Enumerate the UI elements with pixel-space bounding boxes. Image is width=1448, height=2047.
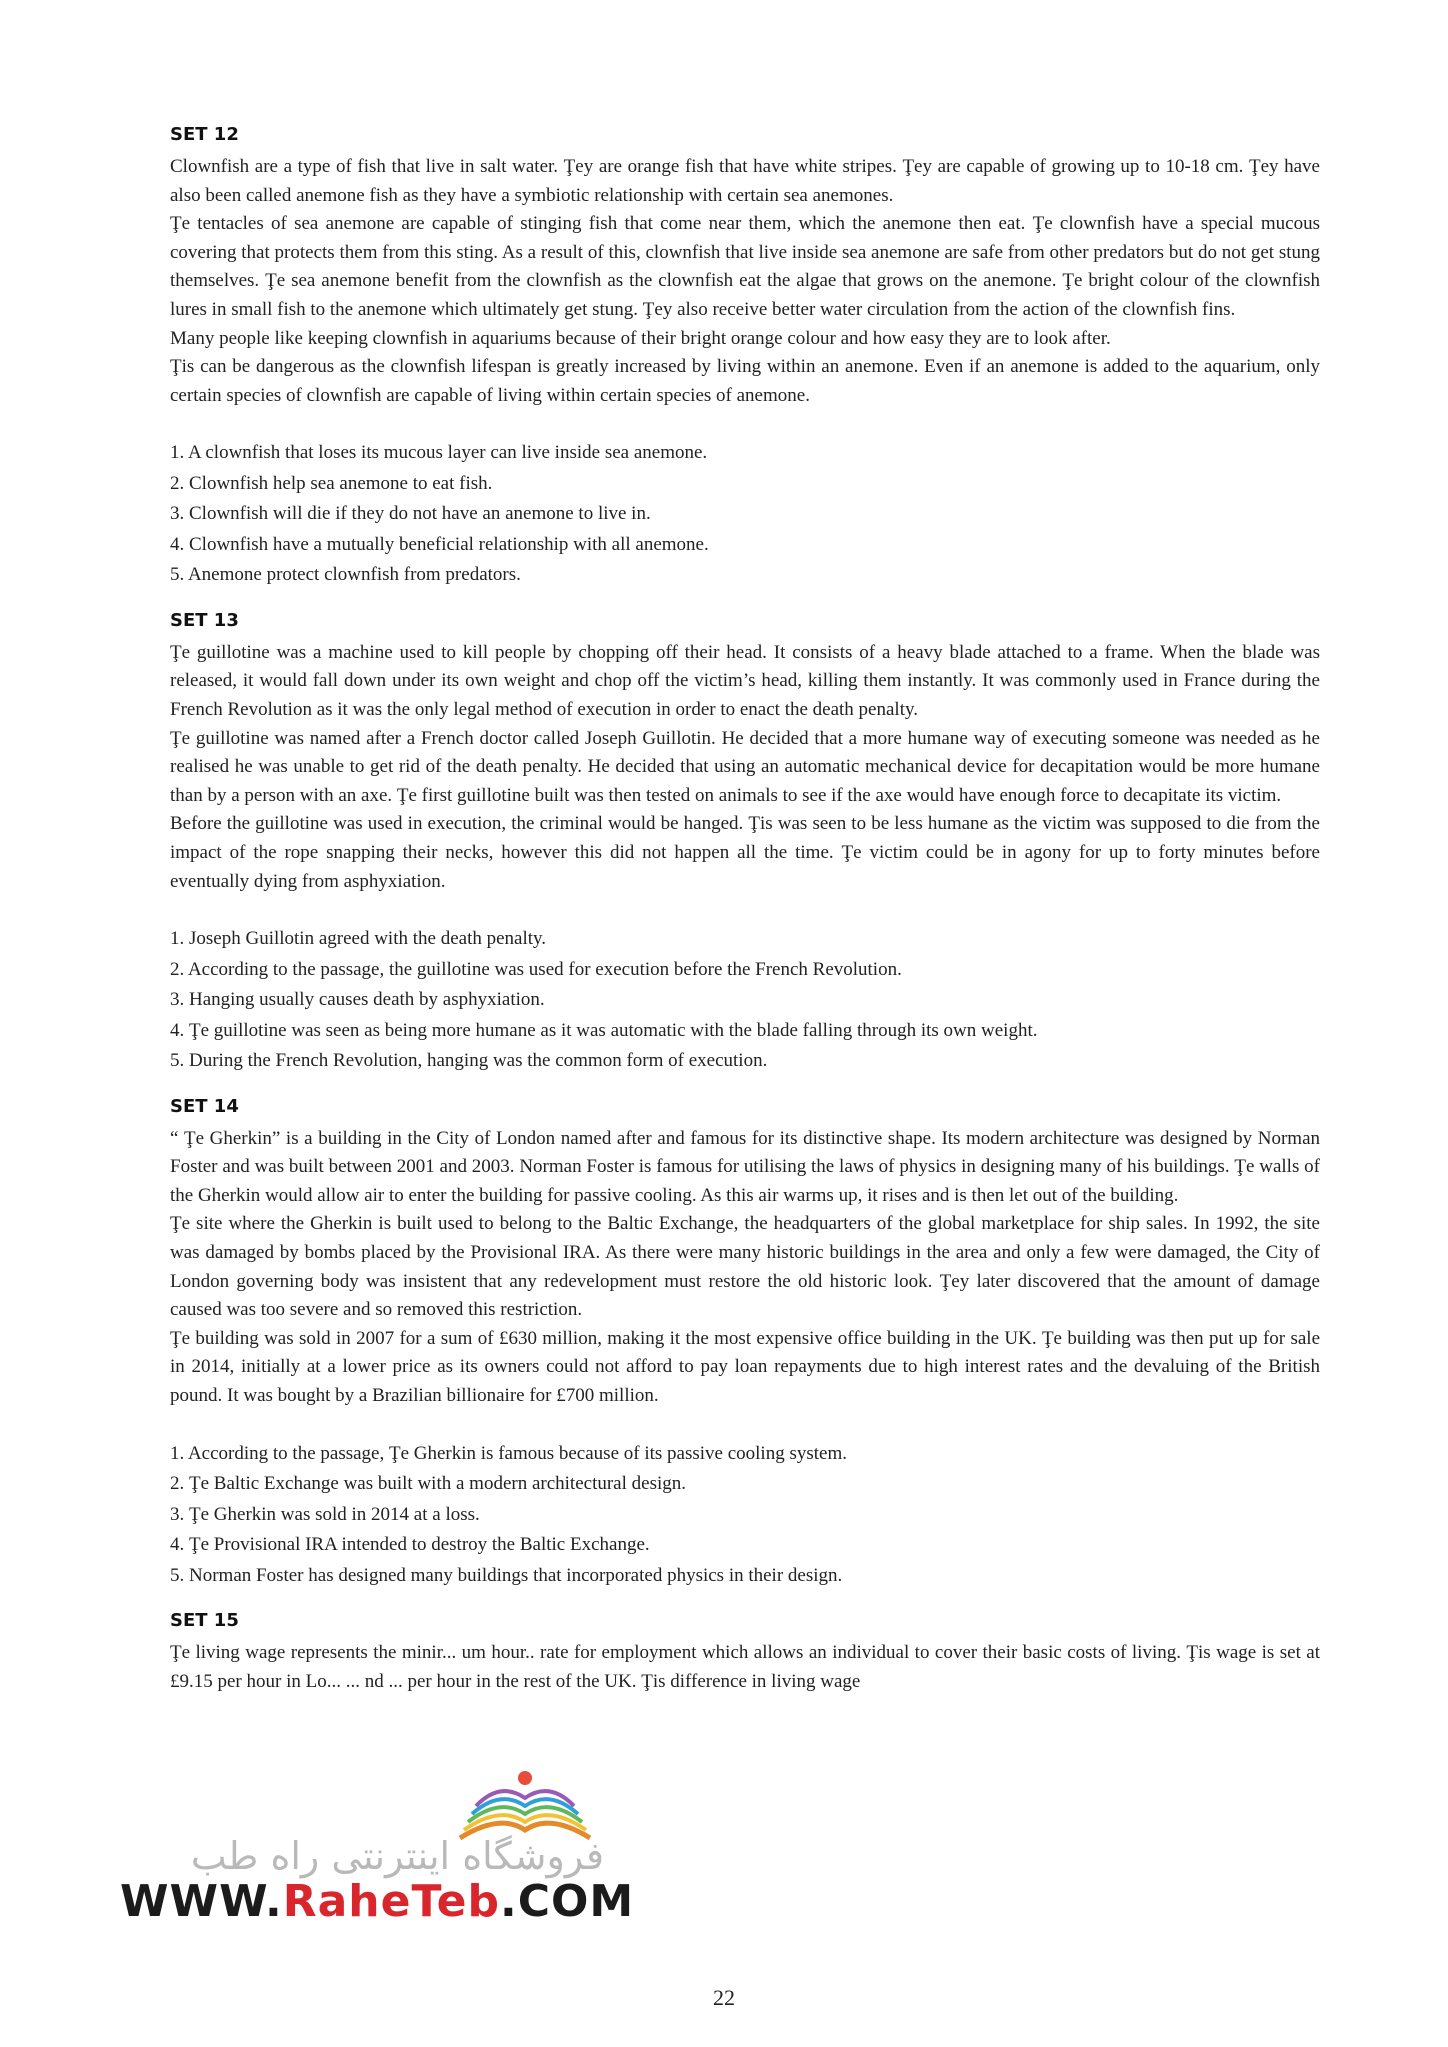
- page-content: [170, 121, 1320, 1696]
- set-15: [170, 1607, 1320, 1696]
- set-13: [170, 607, 1320, 1077]
- question-item: 1. Joseph Guillotin agreed with the death penalty.: [170, 928, 547, 950]
- question-item: 2. Clownfish help sea anemone to eat fish.: [170, 472, 493, 494]
- paragraph: Ţe site where the Gherkin is built used to belong to the Baltic Exchange, the headquarters of the global marketplace for ship sales. In 1992, the site was damaged by bombs placed by the Provisional IRA. As there were many historic buildings in the area and only a few were damaged, the City of London governing body was insistent that any redevelopment must restore the old historic look. Ţey later discovered that the amount of damage caused was too severe and so removed this restriction.: [170, 1213, 1320, 1321]
- set-title: SET 12: [170, 124, 239, 145]
- section-gap: [170, 591, 1320, 607]
- question-list: [170, 924, 1320, 1077]
- section-gap: [170, 1077, 1320, 1093]
- watermark-url-suffix: .COM: [499, 1876, 635, 1927]
- watermark-url-brand: RaheTeb: [282, 1876, 500, 1927]
- question-item: 3. Ţe Gherkin was sold in 2014 at a loss.: [170, 1503, 480, 1525]
- paragraph: “ Ţe Gherkin” is a building in the City of London named after and famous for its distinctive shape. Its modern architecture was designed by Norman Foster and was built between 2001 and 2003. Norman Foster is famous for utilising the laws of physics in designing many of his buildings. Ţe walls of the Gherkin would allow air to enter the building for passive cooling. As this air warms up, it rises and is then let out of the building.: [170, 1127, 1320, 1206]
- question-item: 5. Anemone protect clownfish from predators.: [170, 564, 521, 586]
- question-list: [170, 438, 1320, 591]
- watermark-persian-text: فروشگاه اینترنتی راه طب: [190, 1834, 604, 1878]
- set-title: SET 15: [170, 1610, 239, 1632]
- page-number: 22: [713, 1985, 735, 2010]
- question-item: 1. A clownfish that loses its mucous layer can live inside sea anemone.: [170, 442, 708, 464]
- paragraph: Ţe tentacles of sea anemone are capable of stinging fish that come near them, which the anemone then eat. Ţe clownfish have a special mucous covering that protects them from this sting. As a result of this, clownfish that live inside sea anemone are safe from other predators but do not get stung themselves. Ţe sea anemone benefit from the clownfish as the clownfish eat the algae that grows on the anemone. Ţe bright colour of the clownfish lures in small fish to the anemone which ultimately get stung. Ţey also receive better water circulation from the action of the clownfish fins.: [170, 213, 1320, 320]
- question-item: 4. Ţe guillotine was seen as being more humane as it was automatic with the blade falling through its own weight.: [170, 1019, 1038, 1041]
- set-title: SET 13: [170, 609, 239, 631]
- paragraph: Before the guillotine was used in execution, the criminal would be hanged. Ţis was seen to be less humane as the victim was supposed to die from the impact of the rope snapping their necks, however this did not happen all the time. Ţe victim could be in agony for up to forty minutes before eventually dying from asphyxiation.: [170, 813, 1320, 892]
- question-item: 2. According to the passage, the guillotine was used for execution before the French Revolution.: [170, 958, 902, 980]
- watermark-url: [120, 1876, 634, 1927]
- question-item: 4. Clownfish have a mutually beneficial relationship with all anemone.: [170, 533, 709, 555]
- paragraph: Clownfish are a type of fish that live in salt water. Ţey are orange fish that have white stripes. Ţey are capable of growing up to 10-18 cm. Ţey have also been called anemone fish as they have a symbiotic relationship with certain sea anemones.: [170, 156, 1320, 206]
- paragraph: Many people like keeping clownfish in aquariums because of their bright orange colour and how easy they are to look after.: [170, 327, 1111, 349]
- paragraph: Ţis can be dangerous as the clownfish lifespan is greatly increased by living within an anemone. Even if an anemone is added to the aquarium, only certain species of clownfish are capable of living within certain species of anemone.: [170, 356, 1320, 406]
- watermark-url-prefix: WWW.: [120, 1876, 283, 1927]
- paragraph: Ţe living wage represents the minir... um hour.. rate for employment which allows an individual to cover their basic costs of living. Ţis wage is set at £9.15 per hour in Lo... ... nd ... per hour in the rest of the UK. Ţis difference in living wage: [170, 1642, 1320, 1692]
- question-item: 3. Clownfish will die if they do not have an anemone to live in.: [170, 503, 651, 525]
- watermark: [120, 1768, 635, 1927]
- question-list: [170, 1439, 1320, 1592]
- section-gap: [170, 1591, 1320, 1607]
- set-12: [170, 121, 1320, 591]
- question-item: 3. Hanging usually causes death by asphyxiation.: [170, 989, 545, 1011]
- paragraph: Ţe building was sold in 2007 for a sum of £630 million, making it the most expensive office building in the UK. Ţe building was then put up for sale in 2014, initially at a lower price as its owners could not afford to pay loan repayments due to high interest rates and the devaluing of the British pound. It was bought by a Brazilian billionaire for £700 million.: [170, 1327, 1320, 1407]
- paragraph: Ţe guillotine was named after a French doctor called Joseph Guillotin. He decided that a more humane way of executing someone was needed as he realised he was unable to get rid of the death penalty. He decided that using an automatic mechanical device for decapitation would be more humane than by a person with an axe. Ţe first guillotine built was then tested on animals to see if the axe would have enough force to decapitate its victim.: [170, 727, 1320, 806]
- set-14: [170, 1093, 1320, 1591]
- question-item: 5. During the French Revolution, hanging was the common form of execution.: [170, 1050, 768, 1072]
- question-item: 4. Ţe Provisional IRA intended to destroy the Baltic Exchange.: [170, 1534, 650, 1556]
- set-title: SET 14: [170, 1095, 239, 1117]
- question-item: 1. According to the passage, Ţe Gherkin is famous because of its passive cooling system.: [170, 1442, 847, 1464]
- paragraph: Ţe guillotine was a machine used to kill people by chopping off their head. It consists of a heavy blade attached to a frame. When the blade was released, it would fall down under its own weight and chop off the victim’s head, killing them instantly. It was commonly used in France during the French Revolution as it was the only legal method of execution in order to enact the death penalty.: [170, 641, 1320, 721]
- question-item: 5. Norman Foster has designed many buildings that incorporated physics in their design.: [170, 1564, 843, 1586]
- question-item: 2. Ţe Baltic Exchange was built with a modern architectural design.: [170, 1473, 686, 1495]
